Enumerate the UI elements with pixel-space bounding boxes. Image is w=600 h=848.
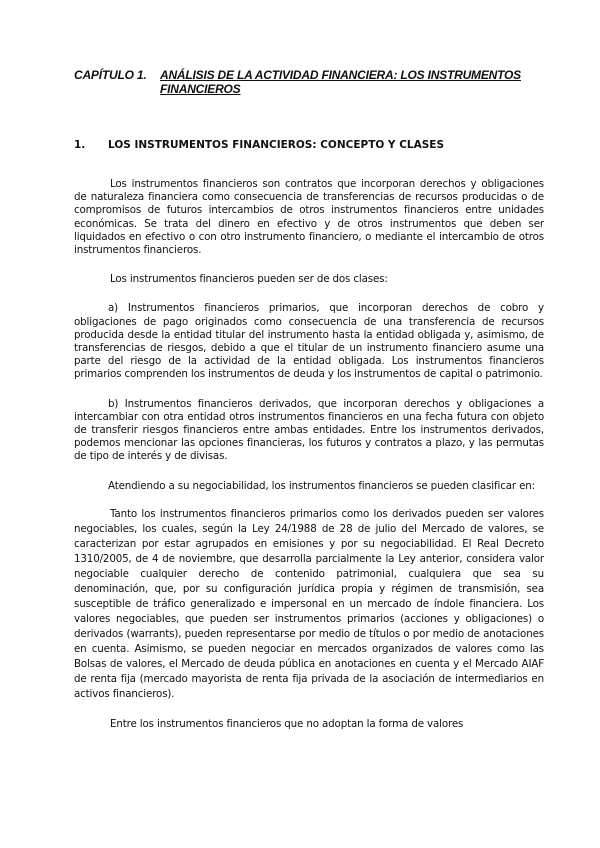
section-heading <box>74 138 544 152</box>
chapter-number: CAPÍTULO 1. <box>74 68 147 82</box>
body-text <box>74 178 544 731</box>
chapter-title <box>74 68 544 96</box>
paragraph-negotiable-securities: Tanto los instrumentos financieros primarios como los derivados pueden ser valores negociables, los cuales, según la Ley 24/1988 de 28 de julio del Mercado de valores, se caracterizan por estar agrupados en emisiones y por su negociabilidad. El Real Decreto 1310/2005, de 4 de noviembre, que desarrolla parcialmente la Ley anterior, considera valor negociable cualquier derecho de contenido patrimonial, cualquiera que sea su denominación, que, por su configuración jurídica propia y régimen de transmisión, sea susceptible de tráfico generalizado e impersonal en un mercado de índole financiera. Los valores negociables, que pueden ser instrumentos primarios (acciones y obligaciones) o derivados (warrants), pueden representarse por medio de títulos o por medio de anotaciones en cuenta. Asimismo, se pueden negociar en mercados organizados de valores como las Bolsas de valores, el Mercado de deuda pública en anotaciones en cuenta y el Mercado AIAF de renta fija (mercado mayorista de renta fija privada de la asociación de intermediarios en activos financieros). <box>74 507 544 700</box>
paragraph-primary-instruments: a) Instrumentos financieros primarios, que incorporan derechos de cobro y obligaciones de pago originados como consecuencia de una transferencia de recursos producida desde la entidad titular del instrumento hasta la entidad obligada y, asimismo, de transferencias de riesgos, debido a que el titular de un instrumento financiero asume una parte del riesgo de la actividad de la entidad obligada. Los instrumentos financieros primarios comprenden los instrumentos de deuda y los instrumentos de capital o patrimonio. <box>74 302 544 381</box>
chapter-title-line-1: ANÁLISIS DE LA ACTIVIDAD FINANCIERA: LOS INSTRUMENTOS <box>160 68 521 82</box>
paragraph-definition: Los instrumentos financieros son contratos que incorporan derechos y obligaciones de naturaleza financiera como consecuencia de transferencias de recursos producidas o de compromisos de futuros intercambios de otros instrumentos financieros entre unidades económicas. Se trata del dinero en efectivo y de otros instrumentos que deben ser liquidados en efectivo o con otro instrumento financiero, o mediante el intercambio de otros instrumentos financieros. <box>74 178 544 257</box>
paragraph-classes-intro: Los instrumentos financieros pueden ser de dos clases: <box>110 273 388 286</box>
paragraph-negotiability-intro: Atendiendo a su negociabilidad, los instrumentos financieros se pueden clasificar en: <box>108 479 535 492</box>
section-number: 1. <box>74 139 86 151</box>
paragraph-derivative-instruments: b) Instrumentos financieros derivados, que incorporan derechos y obligaciones a intercambiar con otra entidad otros instrumentos financieros en una fecha futura con objeto de transferir riesgos financieros entre ambas entidades. Entre los instrumentos derivados, podemos mencionar las opciones financieras, los futuros y contratos a plazo, y las permutas de tipo de interés y de divisas. <box>74 397 544 463</box>
paragraph-non-securities: Entre los instrumentos financieros que no adoptan la forma de valores <box>110 717 464 730</box>
section-title: LOS INSTRUMENTOS FINANCIEROS: CONCEPTO Y CLASES <box>108 139 445 151</box>
chapter-title-line-2: FINANCIEROS <box>160 82 241 96</box>
